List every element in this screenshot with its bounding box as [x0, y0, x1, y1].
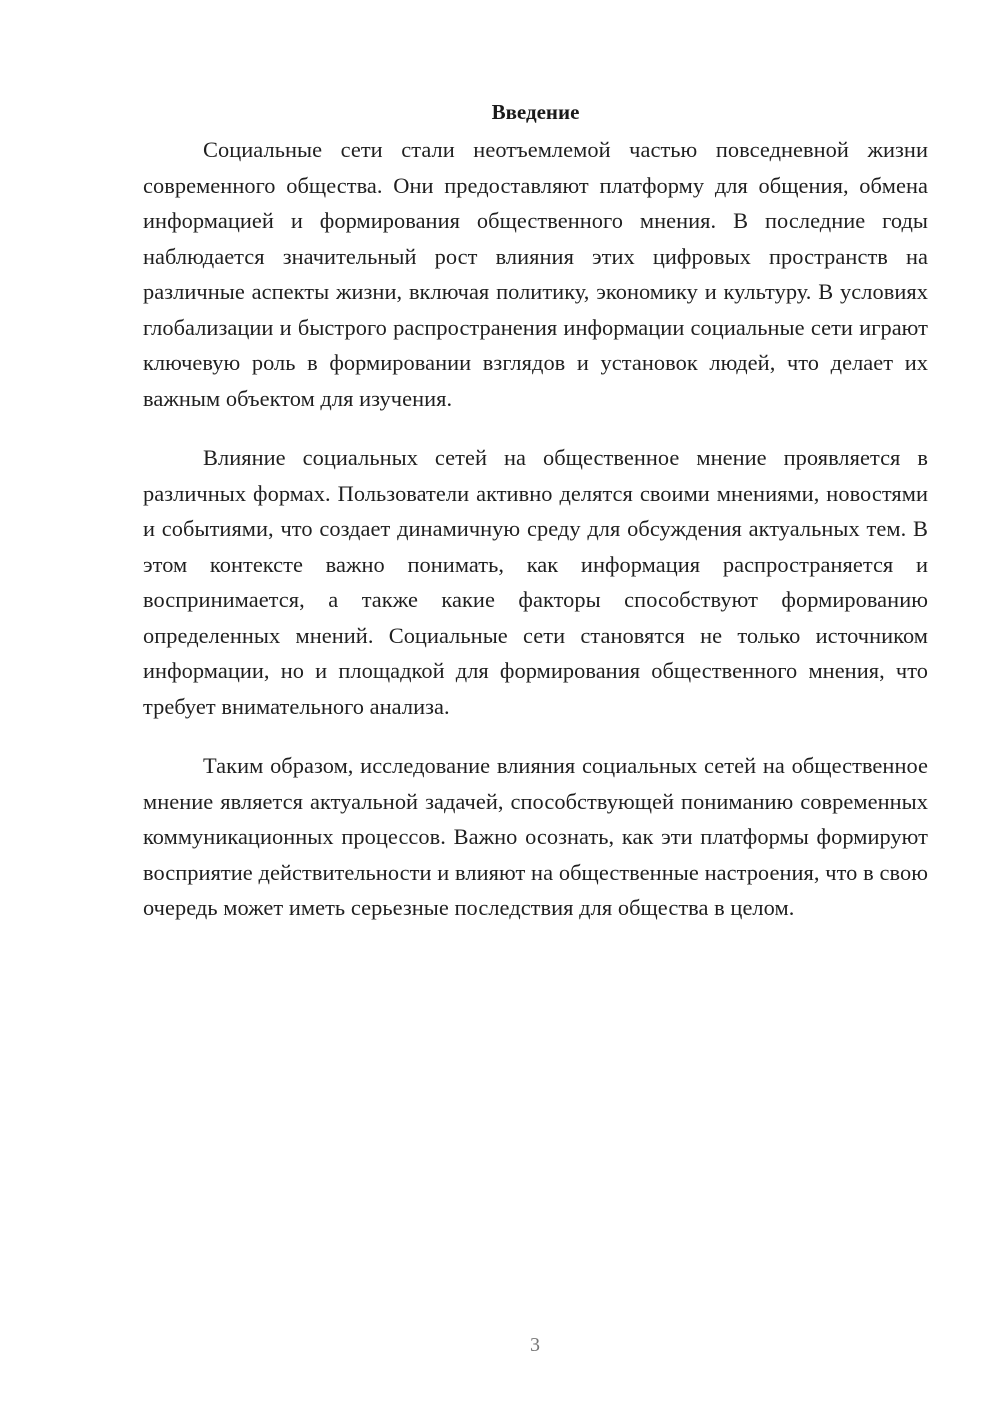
page-number: 3	[530, 1334, 540, 1356]
paragraph-2: Влияние социальных сетей на общественное мнение проявляется в различных формах. Пользователи активно делятся своими мнениями, новостями и событиями, что создает динамичную среду для обсуждения актуальных тем. В этом контексте важно понимать, как информация распространяется и воспринимается, а также какие факторы способствуют формированию определенных мнений. Социальные сети становятся не только источником информации, но и площадкой для формирования общественного мнения, что требует внимательного анализа.	[143, 445, 928, 719]
page-content	[143, 96, 928, 950]
section-heading: Введение	[491, 100, 580, 124]
paragraph-3: Таким образом, исследование влияния социальных сетей на общественное мнение является актуальной задачей, способствующей пониманию современных коммуникационных процессов. Важно осознать, как эти платформы формируют восприятие действительности и влияют на общественные настроения, что в свою очередь может иметь серьезные последствия для общества в целом.	[143, 753, 928, 920]
paragraph-1: Социальные сети стали неотъемлемой частью повседневной жизни современного общества. Они предоставляют платформу для общения, обмена информацией и формирования общественного мнения. В последние годы наблюдается значительный рост влияния этих цифровых пространств на различные аспекты жизни, включая политику, экономику и культуру. В условиях глобализации и быстрого распространения информации социальные сети играют ключевую роль в формировании взглядов и установок людей, что делает их важным объектом для изучения.	[143, 137, 928, 411]
